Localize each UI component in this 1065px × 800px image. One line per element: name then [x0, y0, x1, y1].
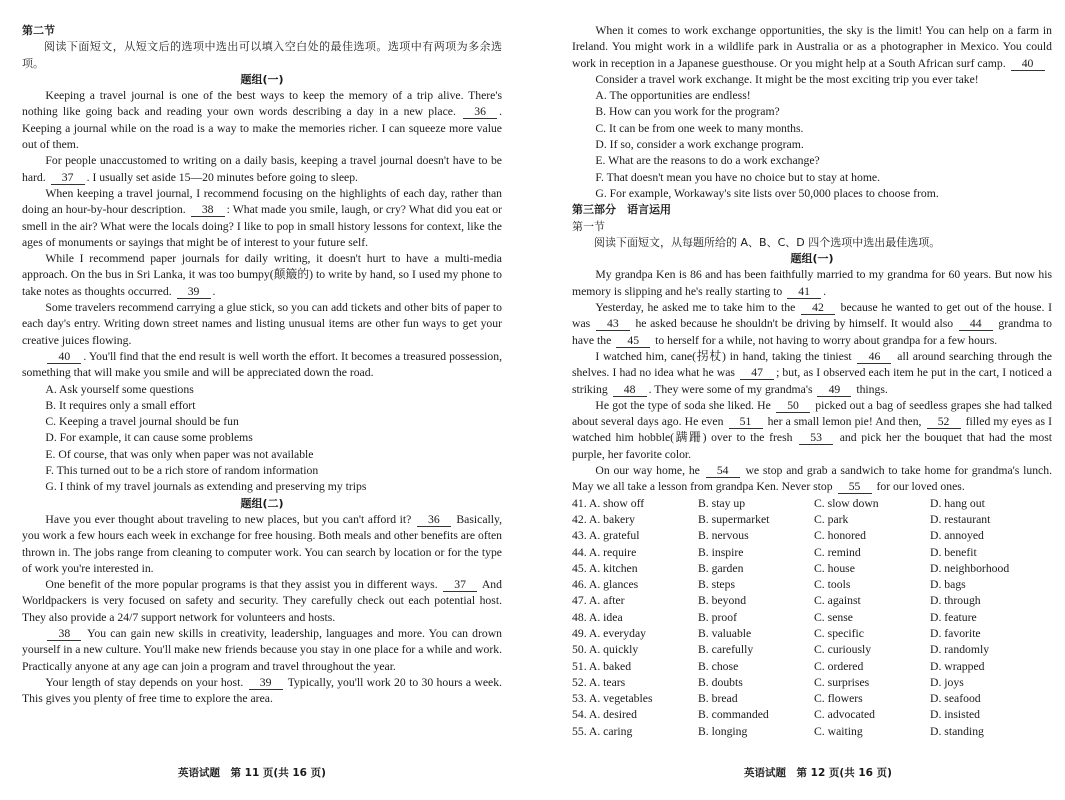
- answer-blank: 42: [801, 301, 835, 315]
- choice-option: D. restaurant: [930, 512, 991, 526]
- passage-2-continued: [572, 23, 1052, 88]
- answer-blank: 37: [443, 578, 477, 592]
- choice-option: B. longing: [698, 724, 748, 738]
- instruction: 阅读下面短文，从短文后的选项中选出可以填入空白处的最佳选项。选项中有两项为多余选项。: [22, 40, 502, 70]
- paragraph: [572, 349, 1052, 398]
- option-item: D. For example, it can cause some problems: [45, 431, 253, 445]
- question-row: [572, 724, 1052, 740]
- choice-option: 52. A. tears: [572, 675, 626, 689]
- choice-option: C. honored: [814, 529, 866, 543]
- paragraph: [572, 300, 1052, 349]
- text-segment: And Worldpackers is very focused on safety and security. They carefully check out each potential host. They also provide a 24/7 support network for volunteers and hosts.: [22, 578, 502, 624]
- text-segment: Typically, you'll work 20 to 30 hours a week. This gives you plenty of free time to explore the area.: [22, 675, 502, 706]
- text-segment: picked out a bag of seedless grapes she had talked about several days ago. He even: [572, 398, 1052, 429]
- section-heading: 第二节: [22, 24, 55, 37]
- answer-blank: 43: [596, 317, 630, 331]
- text-segment: Consider a travel work exchange. It might be the most exciting trip you ever take!: [595, 72, 979, 86]
- option-item: A. Ask yourself some questions: [45, 382, 194, 396]
- paragraph: [22, 512, 502, 577]
- answer-blank: 50: [776, 399, 810, 413]
- choice-option: B. doubts: [698, 675, 743, 689]
- choice-option: C. ordered: [814, 659, 864, 673]
- text-segment: because he wanted to get out of the house. I was: [572, 301, 1052, 331]
- section-heading: 第一节: [572, 219, 605, 233]
- answer-blank: 36: [417, 513, 451, 527]
- passage-1: [22, 88, 502, 381]
- page-footer: 英语试题 第 11 页(共 16 页): [178, 767, 326, 779]
- answer-blank: 54: [706, 464, 740, 478]
- option-item: C. Keeping a travel journal should be fun: [45, 415, 239, 429]
- choice-option: 54. A. desired: [572, 708, 637, 722]
- choice-option: C. against: [814, 594, 861, 608]
- answer-blank: 41: [787, 285, 821, 299]
- choice-option: D. feature: [930, 610, 977, 624]
- choice-option: 53. A. vegetables: [572, 692, 653, 706]
- question-row: [572, 528, 1052, 544]
- answer-blank: 52: [927, 415, 961, 429]
- question-row: [572, 512, 1052, 528]
- choice-option: B. supermarket: [698, 512, 770, 526]
- choice-option: B. steps: [698, 578, 736, 592]
- question-row: [572, 561, 1052, 577]
- text-segment: : What made you smile, laugh, or cry? What did you eat or smell in the air? What were the locals doing? I like to pop in small history lessons for context, like the ages of monuments or sayings that might be of interest to your future self.: [22, 203, 502, 249]
- question-row: [572, 626, 1052, 642]
- choice-option: B. beyond: [698, 594, 747, 608]
- option-item: A. The opportunities are endless!: [595, 89, 751, 103]
- passage-1-options: [22, 382, 502, 496]
- text-segment: Have you ever thought about traveling to new places, but you can't afford it?: [45, 512, 415, 526]
- choice-option: 48. A. idea: [572, 610, 623, 624]
- choice-option: 41. A. show off: [572, 496, 645, 510]
- option-item: F. This turned out to be a rich store of random information: [45, 464, 319, 478]
- choice-option: B. inspire: [698, 545, 744, 559]
- paragraph: [572, 398, 1052, 463]
- paragraph: [22, 88, 502, 153]
- cloze-questions: [572, 496, 1052, 740]
- text-segment: One benefit of the more popular programs is that they assist you in different ways.: [45, 578, 442, 592]
- answer-blank: 40: [47, 350, 81, 364]
- text-segment: While I recommend paper journals for daily writing, it doesn't hurt to have a multi-media approach. On the bus in Sri Lanka, it was too bumpy(颠簸的) to write by hand, so I used my phone to take notes as thoughts occurred.: [22, 252, 502, 298]
- choice-option: 44. A. require: [572, 545, 637, 559]
- answer-blank: 39: [177, 285, 211, 299]
- question-row: [572, 545, 1052, 561]
- answer-blank: 38: [47, 627, 81, 641]
- choice-option: C. curiously: [814, 643, 872, 657]
- choice-option: C. slow down: [814, 496, 879, 510]
- option-item: D. If so, consider a work exchange program.: [595, 138, 804, 152]
- choice-option: 42. A. bakery: [572, 512, 635, 526]
- choice-option: C. tools: [814, 578, 851, 592]
- choice-option: B. garden: [698, 561, 744, 575]
- instruction: 阅读下面短文，从每题所给的 A、B、C、D 四个选项中选出最佳选项。: [594, 235, 941, 249]
- option-item: E. Of course, that was only when paper was not available: [45, 447, 314, 461]
- choice-option: B. valuable: [698, 626, 752, 640]
- answer-blank: 39: [249, 676, 283, 690]
- text-segment: My grandpa Ken is 86 and has been faithfully married to my grandma for 60 years. But now his memory is slipping and he's really starting to: [572, 268, 1052, 298]
- text-segment: .: [823, 284, 827, 298]
- text-segment: he asked because he shouldn't be driving by himself. It would also: [631, 317, 957, 331]
- choice-option: C. advocated: [814, 708, 876, 722]
- choice-option: D. wrapped: [930, 659, 985, 673]
- choice-option: B. proof: [698, 610, 737, 624]
- option-item: C. It can be from one week to many months.: [595, 121, 804, 135]
- text-segment: . Keeping a journal while on the road is a way to make the memories richer. I can squeeze more value out of them.: [22, 105, 502, 152]
- paragraph: [22, 626, 502, 675]
- choice-option: C. waiting: [814, 724, 863, 738]
- choice-option: 49. A. everyday: [572, 626, 646, 640]
- text-segment: . You'll find that the end result is well worth the effort. It becomes a treasured possession, something that will make you smile and will be appreciated down the road.: [22, 349, 502, 380]
- choice-option: C. flowers: [814, 692, 863, 706]
- text-segment: When it comes to work exchange opportunities, the sky is the limit! You can help on a farm in Ireland. You might work in a wildlife park in Australia or as a photographer in Mexico. You could work in reception in a Japanese guesthouse. Or you might help at a South African surf camp.: [572, 24, 1052, 70]
- choice-option: B. stay up: [698, 496, 746, 510]
- choice-option: 51. A. baked: [572, 659, 632, 673]
- option-item: E. What are the reasons to do a work exchange?: [595, 154, 820, 168]
- text-segment: to herself for a while, not having to worry about grandpa for a few hours.: [652, 333, 998, 347]
- question-row: [572, 496, 1052, 512]
- question-row: [572, 642, 1052, 658]
- text-segment: .: [212, 284, 216, 298]
- choice-option: C. remind: [814, 545, 861, 559]
- choice-option: B. carefully: [698, 643, 754, 657]
- paragraph: [22, 675, 502, 708]
- answer-blank: 37: [51, 171, 85, 185]
- text-segment: her a small lemon pie! And then,: [764, 415, 925, 429]
- text-segment: I watched him, cane(拐杖) in hand, taking the tiniest: [595, 349, 856, 363]
- question-row: [572, 675, 1052, 691]
- text-segment: for our loved ones.: [873, 480, 965, 494]
- text-segment: we stop and grab a sandwich to take home for grandma's lunch. May we all take a lesson from grandpa Ken. Never stop: [572, 464, 1052, 494]
- answer-blank: 45: [616, 334, 650, 348]
- paragraph: [572, 463, 1052, 496]
- passage-2-options: [572, 88, 1052, 202]
- text-segment: Some travelers recommend carrying a glue stick, so you can add tickets and other bits of paper to each day's entry. Writing down street names and listing unusual items are other fun ways to get your creative juices flowing.: [22, 301, 502, 347]
- paragraph: [22, 251, 502, 300]
- text-segment: filled my eyes as I watched him hobble(蹒跚) over to the fresh: [572, 415, 1052, 445]
- paragraph: [22, 577, 502, 626]
- option-item: F. That doesn't mean you have no choice but to stay at home.: [595, 170, 881, 184]
- paragraph: [22, 186, 502, 251]
- answer-blank: 40: [1011, 57, 1045, 71]
- answer-blank: 51: [729, 415, 763, 429]
- choice-option: D. standing: [930, 724, 984, 738]
- paragraph: [572, 72, 1052, 88]
- choice-option: D. joys: [930, 675, 964, 689]
- group-title: 题组(二): [240, 496, 284, 510]
- answer-blank: 55: [838, 480, 872, 494]
- text-segment: When keeping a travel journal, I recommend focusing on the highlights of each day, rather than doing an hour-by-hour description.: [22, 186, 502, 217]
- choice-option: D. favorite: [930, 626, 981, 640]
- passage-2: [22, 512, 502, 708]
- text-segment: grandma to have the: [572, 317, 1052, 347]
- text-segment: ; but, as I observed each item he put in the cart, I noticed a striking: [572, 366, 1052, 396]
- text-segment: On our way home, he: [595, 464, 704, 478]
- answer-blank: 53: [799, 431, 833, 445]
- choice-option: D. neighborhood: [930, 561, 1010, 575]
- page-12: [572, 23, 1052, 740]
- choice-option: D. seafood: [930, 692, 981, 706]
- page-11: [22, 23, 502, 707]
- choice-option: D. insisted: [930, 708, 980, 722]
- choice-option: D. bags: [930, 578, 966, 592]
- text-segment: He got the type of soda she liked. He: [595, 398, 775, 412]
- text-segment: Yesterday, he asked me to take him to the: [595, 301, 799, 315]
- choice-option: C. park: [814, 512, 849, 526]
- cloze-passage: [572, 267, 1052, 495]
- paragraph: [22, 300, 502, 349]
- choice-option: B. commanded: [698, 708, 769, 722]
- question-row: [572, 593, 1052, 609]
- choice-option: C. surprises: [814, 675, 870, 689]
- choice-option: B. bread: [698, 692, 738, 706]
- choice-option: 50. A. quickly: [572, 643, 639, 657]
- answer-blank: 49: [817, 383, 851, 397]
- answer-blank: 38: [191, 203, 225, 217]
- choice-option: 46. A. glances: [572, 578, 639, 592]
- choice-option: 43. A. grateful: [572, 529, 640, 543]
- text-segment: For people unaccustomed to writing on a daily basis, keeping a travel journal doesn't have to be hard.: [22, 154, 502, 184]
- choice-option: 55. A. caring: [572, 724, 633, 738]
- question-row: [572, 691, 1052, 707]
- choice-option: B. chose: [698, 659, 739, 673]
- text-segment: all around searching through the shelves. I had no idea what he was: [572, 349, 1052, 380]
- option-item: G. For example, Workaway's site lists over 50,000 places to choose from.: [595, 186, 939, 200]
- choice-option: D. randomly: [930, 643, 990, 657]
- choice-option: D. annoyed: [930, 529, 984, 543]
- answer-blank: 36: [463, 105, 497, 119]
- question-row: [572, 707, 1052, 723]
- option-item: B. How can you work for the program?: [595, 105, 780, 119]
- option-item: G. I think of my travel journals as extending and preserving my trips: [45, 480, 367, 494]
- choice-option: C. specific: [814, 626, 864, 640]
- choice-option: D. benefit: [930, 545, 977, 559]
- part-heading: 第三部分 语言运用: [572, 203, 671, 217]
- choice-option: 47. A. after: [572, 594, 625, 608]
- choice-option: D. through: [930, 594, 981, 608]
- group-title: 题组(一): [790, 252, 834, 266]
- choice-option: C. sense: [814, 610, 853, 624]
- text-segment: Keeping a travel journal is one of the best ways to keep the memory of a trip alive. There's nothing like going back and reading your own words describing a day in a new place.: [22, 89, 502, 119]
- paragraph: [572, 23, 1052, 72]
- text-segment: . I usually set aside 15—20 minutes before going to sleep.: [86, 170, 358, 184]
- paragraph: [22, 349, 502, 382]
- question-row: [572, 659, 1052, 675]
- paragraph: [22, 153, 502, 186]
- choice-option: D. hang out: [930, 496, 985, 510]
- text-segment: Your length of stay depends on your host.: [45, 675, 247, 689]
- question-row: [572, 610, 1052, 626]
- choice-option: 45. A. kitchen: [572, 561, 638, 575]
- text-segment: . They were some of my grandma's: [648, 382, 816, 396]
- text-segment: Basically, you work a few hours each week in exchange for free housing. Both meals and other benefits are often thrown in. The jobs range from cleaning to computer work. You can search by location or for the type of work you're interested in.: [22, 512, 503, 575]
- option-item: B. It requires only a small effort: [45, 398, 196, 412]
- text-segment: You can gain new skills in creativity, leadership, languages and more. You can drown yourself in a new culture. You'll make new friends because you stay in one place for a while and work. Practically anyone at any age can join a program and travel throughout the year.: [22, 626, 502, 673]
- answer-blank: 46: [857, 350, 891, 364]
- answer-blank: 44: [959, 317, 993, 331]
- group-title: 题组(一): [240, 72, 284, 86]
- paragraph: [572, 267, 1052, 300]
- choice-option: B. nervous: [698, 529, 749, 543]
- answer-blank: 47: [740, 366, 774, 380]
- text-segment: and pick her the bouquet that had the most purple, her favorite color.: [572, 431, 1052, 461]
- question-row: [572, 577, 1052, 593]
- choice-option: C. house: [814, 561, 855, 575]
- answer-blank: 48: [613, 383, 647, 397]
- page-footer: 英语试题 第 12 页(共 16 页): [744, 767, 892, 779]
- text-segment: things.: [853, 382, 888, 396]
